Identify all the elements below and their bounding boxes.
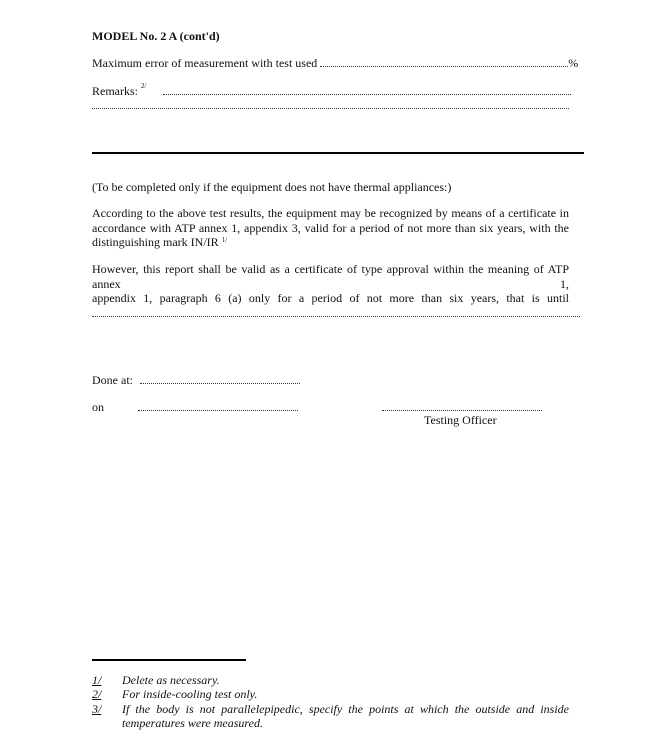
done-at-field [92,373,300,388]
footnote-text: For inside-cooling test only. [122,687,258,701]
footnote-text: Delete as necessary. [122,673,220,687]
remarks-field [92,84,571,99]
signature-blank [382,401,542,411]
footnote-divider [92,659,246,661]
remarks-footnote-ref: 2/ [141,82,147,90]
remarks-line-2 [92,98,569,113]
remarks-blank-1 [163,85,571,95]
on-field [92,400,104,415]
max-error-blank [320,57,568,67]
footnote-number: 1/ [92,673,102,687]
done-at-label: Done at: [92,373,133,387]
footnote-2 [92,687,569,701]
recognition-text: According to the above test results, the equipment may be recognized by means of a certificate in accordance with ATP annex 1, appendix 3, valid for a period of not more than six years, with the distinguishing mark IN/IR [92,206,569,249]
condition-note: (To be completed only if the equipment does not have thermal appliances:) [92,180,452,194]
validity-date-blank [92,307,580,317]
remarks-blank-2 [92,99,569,109]
validity-line-1: However, this report shall be valid as a certificate of type approval within the meaning of ATP annex 1, [92,262,569,291]
done-at-blank [140,374,300,384]
max-error-label: Maximum error of measurement with test used [92,56,318,70]
page-title: MODEL No. 2 A (cont'd) [92,29,220,43]
validity-line-2: appendix 1, paragraph 6 (a) only for a period of not more than six years, that is until [92,291,569,305]
footnote-1 [92,673,569,687]
max-error-field [92,56,578,71]
remarks-label: Remarks: [92,84,138,98]
footnote-number: 2/ [92,687,102,701]
validity-paragraph [92,262,569,320]
section-divider [92,152,584,154]
recognition-paragraph [92,206,569,250]
max-error-unit: % [568,56,579,70]
footnote-text: If the body is not parallelepipedic, specify the points at which the outside and inside temperatures were measured. [122,702,569,730]
footnote-number: 3/ [92,702,102,716]
signature-label: Testing Officer [424,413,497,427]
date-blank [138,401,298,411]
footnote-3 [92,702,569,730]
recognition-footnote-ref: 1/ [221,236,228,244]
on-label: on [92,400,104,414]
